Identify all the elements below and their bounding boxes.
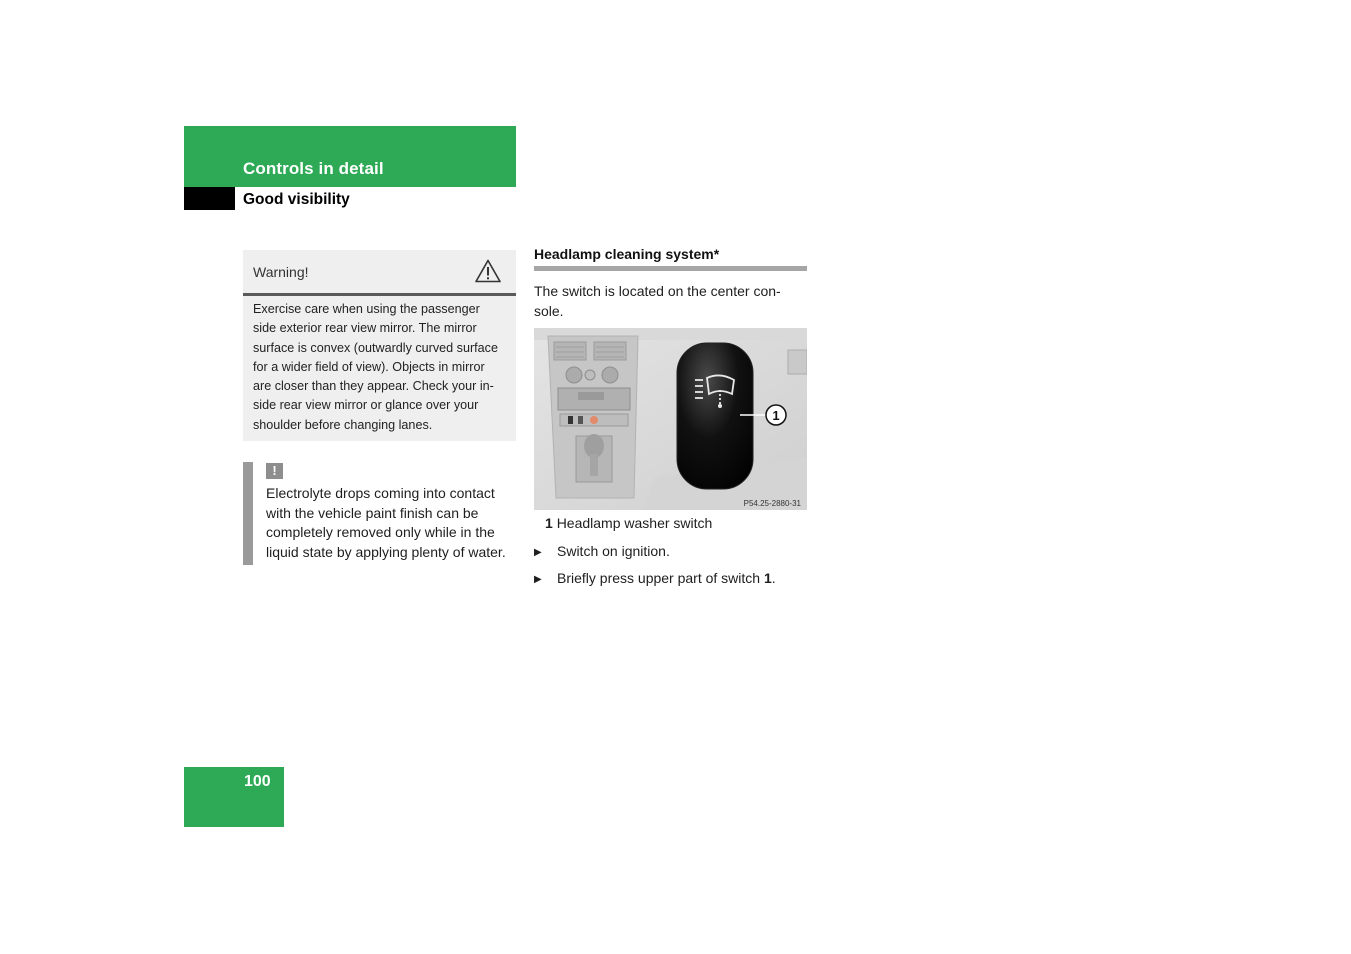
warning-title: Warning! [253, 264, 309, 280]
headlamp-section-title: Headlamp cleaning system* [534, 246, 720, 262]
warning-line: shoulder before changing lanes. [253, 417, 433, 432]
page-number: 100 [244, 773, 271, 790]
center-console-photo [534, 328, 807, 510]
note-bar [243, 462, 253, 565]
caption-number: 1 [545, 515, 553, 531]
step-text: Switch on ignition. [557, 543, 670, 559]
warning-line: Exercise care when using the passenger [253, 302, 480, 316]
note-text [266, 484, 521, 562]
step-arrow-icon: ▶ [534, 547, 542, 558]
section-rule [534, 266, 807, 271]
figure-caption [545, 515, 712, 531]
step-1 [534, 543, 670, 559]
description-line: sole. [534, 302, 564, 319]
warning-line: side exterior rear view mirror. The mirror [253, 321, 477, 336]
step-arrow-icon: ▶ [534, 574, 542, 585]
warning-box [243, 250, 516, 441]
caption-text: Headlamp washer switch [556, 515, 713, 531]
note-line: completely removed only while in the [266, 524, 495, 540]
warning-line: side rear view mirror or glance over your [253, 398, 479, 413]
step-text: Briefly press upper part of switch [557, 570, 764, 586]
section-title: Controls in detail [243, 159, 384, 178]
note-line: Electrolyte drops coming into contact [266, 485, 495, 501]
headlamp-description [534, 282, 799, 321]
note-exclamation-icon: ! [266, 463, 283, 479]
warning-text [253, 300, 511, 435]
header-marker [184, 187, 235, 210]
figure-code: P54.25-2880-31 [743, 499, 801, 508]
warning-line: surface is convex (outwardly curved surface [253, 340, 498, 355]
note-line: with the vehicle paint finish can be [266, 504, 479, 521]
description-line: The switch is located on the center con- [534, 283, 781, 299]
warning-line: for a wider field of view). Objects in mirror [253, 359, 485, 374]
warning-triangle-icon [475, 259, 501, 283]
callout-number: 1 [772, 408, 780, 423]
note-line: liquid state by applying plenty of water. [266, 543, 506, 560]
step-2 [534, 570, 776, 586]
warning-header [243, 250, 516, 296]
subsection-title: Good visibility [243, 191, 350, 208]
warning-line: are closer than they appear. Check your in- [253, 379, 494, 394]
step-reference: 1 [763, 570, 772, 586]
step-end: . [771, 570, 776, 586]
